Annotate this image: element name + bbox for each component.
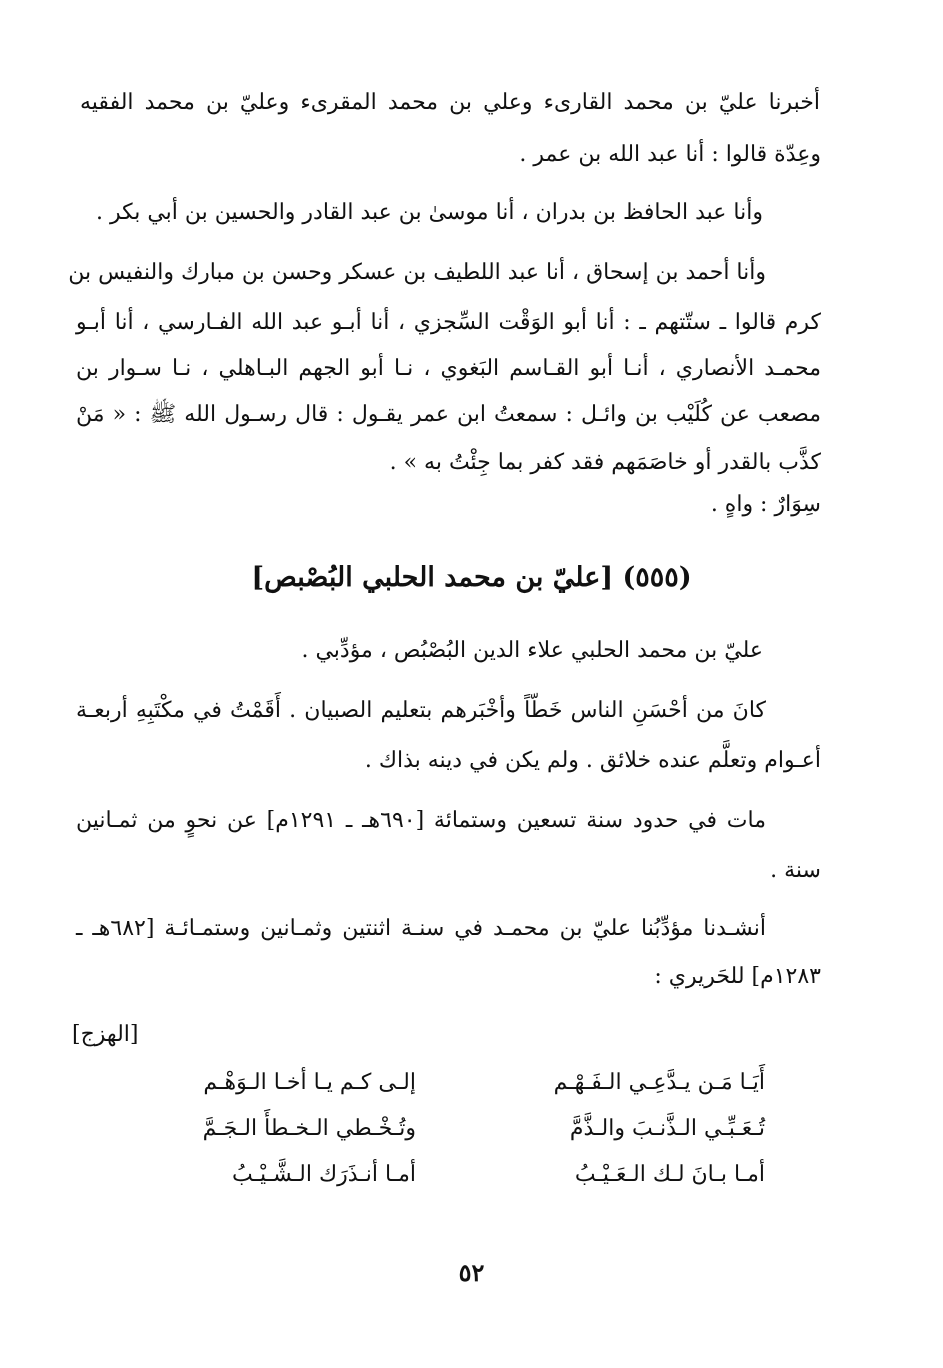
text-line: ١٢٨٣م] للحَريري :: [654, 964, 821, 989]
verse-first-hemistich: أمـا بـانَ لـك الـعَـيْـبُ: [574, 1162, 765, 1187]
text-line: عليّ بن محمد الحلبي علاء الدين البُصْبُص ، مؤدِّبي .: [301, 638, 763, 663]
verse-second-hemistich: أمـا أنـذَرَك الـشَّـيْـبُ: [231, 1162, 416, 1187]
text-line: وأنا أحمد بن إسحاق ، أنا عبد اللطيف بن عسكر وحسن بن مبارك والنفيس بن: [68, 260, 766, 285]
text-line: كانَ من أحْسَنِ الناس خَطّاً وأخْبَرهم بتعليم الصبيان . أَقَمْتُ في مكْتَبِهِ أربعـة: [76, 698, 766, 723]
text-line: كذَّب بالقدر أو خاصَمَهم فقد كفر بما جِئْتُ به » .: [389, 450, 821, 475]
text-line: أعـوام وتعلَّم عنده خلائق . ولم يكن في دينه بذاك .: [364, 748, 821, 773]
text-line: مصعب عن كُلَيْب بن وائـل : سمعتُ ابن عمر يقـول : قال رسـول الله ﷺ : « مَنْ: [76, 402, 821, 427]
text-line: سِوَارٌ : واهٍ .: [710, 492, 821, 517]
page-number: ٥٢: [458, 1258, 485, 1287]
poem-meter: [الهزج]: [72, 1022, 139, 1047]
text-line: أخبرنا عليّ بن محمد القارىء وعلي بن محمد المقرىء وعليّ بن محمد الفقيه: [80, 90, 820, 115]
verse-second-hemistich: إلـى كـم يـا أخـا الـوَهْـم: [203, 1070, 416, 1095]
text-line: وعِدّة قالوا : أنا عبد الله بن عمر .: [519, 142, 821, 167]
entry-heading: (٥٥٥) [عليّ بن محمد الحلبي البُصْبص]: [251, 562, 692, 593]
text-line: مات في حدود سنة تسعين وستمائة [٦٩٠هـ ـ ١٢٩١م] عن نحوٍ من ثمـانين: [76, 808, 766, 833]
verse-first-hemistich: أَيَـا مَـن يـدَّعِـي الـفَـهْـم: [553, 1070, 765, 1095]
text-line: وأنا عبد الحافظ بن بدران ، أنا موسىٰ بن عبد القادر والحسين بن أبي بكر .: [95, 200, 763, 225]
verse-first-hemistich: تُـعَـبِّـي الـذَّنـبَ والـذَّمَّ: [569, 1116, 765, 1141]
verse-second-hemistich: وتُـخْـطي الـخـطأَ الـجَـمَّ: [202, 1116, 416, 1141]
text-line: سنة .: [770, 858, 821, 883]
text-line: كرم قالوا ـ ستّتهم ـ : أنا أبو الوَقْت السِّجزي ، أنا أبـو عبد الله الفـارسي ، أنا أبـو: [76, 310, 821, 335]
text-line: أنشـدنا مؤدِّبُنا عليّ بن محمـد في سنـة اثنتين وثمـانين وستمـائـة [٦٨٢هـ ـ: [76, 916, 766, 941]
text-line: محمـد الأنصاري ، أنـا أبو القـاسم البَغوي ، نـا أبو الجهم البـاهلي ، نـا سـوار بن: [76, 356, 821, 381]
